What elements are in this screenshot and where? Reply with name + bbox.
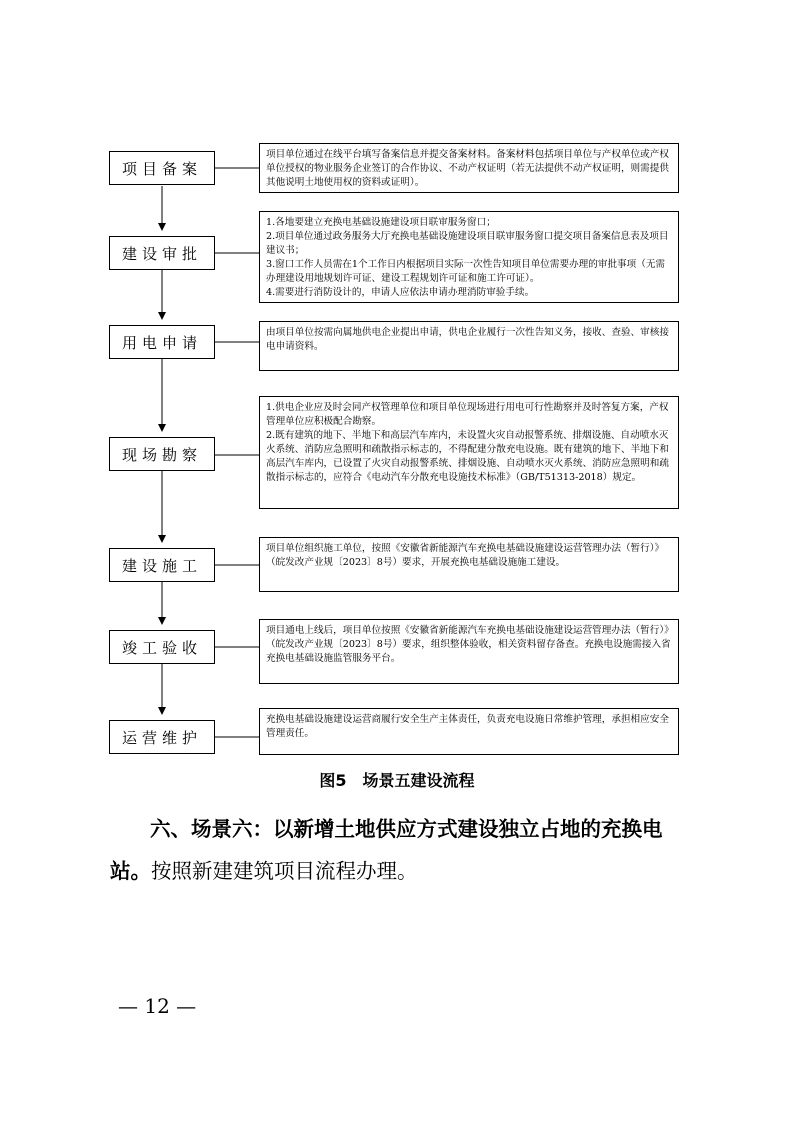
flow-step-construction: 建设施工 (109, 548, 215, 582)
section-body-text: 按照新建建筑项目流程办理。 (151, 859, 418, 883)
desc-text: 3.窗口工作人员需在1个工作日内根据项目实际一次性告知项目单位需要办理的审批事项（无需办理建设用地规划许可证、建设工程规划许可证和施工许可证）。 (266, 259, 666, 284)
desc-text: 2.既有建筑的地下、半地下和高层汽车库内，未设置火灾自动报警系统、排烟设施、自动喷水灭火系统、消防应急照明和疏散指示标志的，不得配建分散充电设施。既有建筑的地下、半地下和高层汽车库内，已设置了火灾自动报警系统、排烟设施、自动喷水灭火系统、消防应急照明和疏散指示标志的，应符合《电动汽车分散充电设施技术标准》（GB/T51313-2018）规定。 (266, 430, 669, 483)
flow-desc-project-filing (259, 143, 679, 193)
page-number: — 12 — (118, 994, 197, 1018)
flow-desc-construction-approval (259, 211, 679, 303)
flow-desc-site-survey (259, 396, 679, 509)
flow-desc-construction (259, 537, 679, 592)
desc-text: 4.需要进行消防设计的，申请人应依法申请办理消防审验手续。 (266, 287, 535, 298)
flow-step-site-survey: 现场勘察 (109, 437, 215, 471)
desc-text: 项目单位组织施工单位，按照《安徽省新能源汽车充换电基础设施建设运营管理办法（暂行）》（皖发改产业规〔2023〕8号）要求，开展充换电基础设施施工建设。 (266, 543, 665, 568)
flow-step-power-application: 用电申请 (109, 325, 215, 359)
flow-desc-operation-maintenance (259, 708, 679, 755)
flow-desc-power-application (259, 321, 679, 371)
figure-caption: 图5 场景五建设流程 (319, 771, 475, 790)
desc-text: 由项目单位按需向属地供电企业提出申请，供电企业履行一次性告知义务，接收、查验、审核接电申请资料。 (266, 327, 669, 352)
desc-text: 1.供电企业应及时会同产权管理单位和项目单位现场进行用电可行性勘察并及时答复方案，产权管理单位应积极配合勘察。 (266, 402, 669, 427)
flow-step-operation-maintenance: 运营维护 (109, 720, 215, 754)
section-paragraph (110, 808, 695, 892)
desc-text: 1.各地要建立充换电基础设施建设项目联审服务窗口； (266, 217, 496, 228)
desc-text: 项目通电上线后，项目单位按照《安徽省新能源汽车充换电基础设施建设运营管理办法（暂行）》（皖发改产业规〔2023〕8号）要求，组织整体验收，相关资料留存备查。充换电设施需接入省充换电基础设施监管服务平台。 (266, 625, 671, 664)
desc-text: 充换电基础设施建设运营商履行安全生产主体责任，负责充电设施日常维护管理，承担相应安全管理责任。 (266, 714, 669, 739)
section-heading-bold: 六、场景六：以新增土地供应方式建设独立占地的充换电站。 (110, 817, 663, 883)
flow-desc-completion-acceptance (259, 619, 679, 684)
flow-step-construction-approval: 建设审批 (109, 236, 215, 270)
desc-text: 2.项目单位通过政务服务大厅充换电基础设施建设项目联审服务窗口提交项目备案信息表及项目建议书； (266, 231, 669, 256)
flow-step-completion-acceptance: 竣工验收 (109, 630, 215, 664)
flow-step-project-filing: 项目备案 (109, 151, 215, 185)
desc-text: 项目单位通过在线平台填写备案信息并提交备案材料。备案材料包括项目单位与产权单位或产权单位授权的物业服务企业签订的合作协议、不动产权证明（若无法提供不动产权证明，则需提供其他说明土地使用权的资料或证明）。 (266, 149, 669, 188)
